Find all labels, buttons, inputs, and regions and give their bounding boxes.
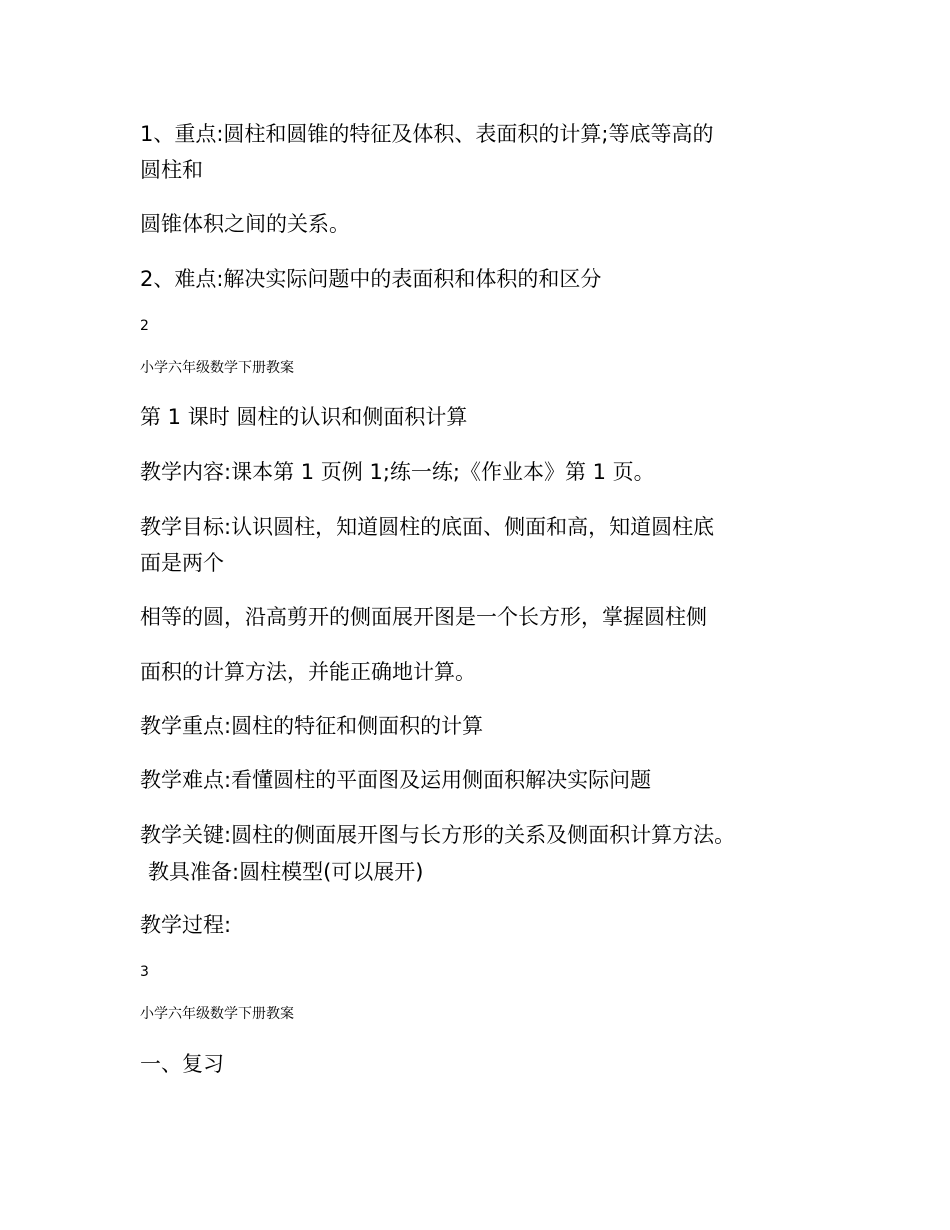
page-number: 2 <box>140 318 149 334</box>
teaching-goal-continued: 相等的圆，沿高剪开的侧面展开图是一个长方形，掌握圆柱侧 <box>140 605 707 629</box>
page-header: 小学六年级数学下册教案 <box>140 360 294 376</box>
teaching-goal: 教学目标:认识圆柱，知道圆柱的底面、侧面和高，知道圆柱底 <box>140 515 715 539</box>
teaching-key-point: 教学重点:圆柱的特征和侧面积的计算 <box>140 714 484 738</box>
key-points-line-continued: 圆柱和 <box>140 158 203 182</box>
page-header: 小学六年级数学下册教案 <box>140 1006 294 1022</box>
teaching-key: 教学关键:圆柱的侧面展开图与长方形的关系及侧面积计算方法。 <box>140 823 736 847</box>
key-points-line-end: 圆锥体积之间的关系。 <box>140 212 350 236</box>
teaching-goal-continued: 面是两个 <box>140 551 224 575</box>
lesson-title: 第 1 课时 圆柱的认识和侧面积计算 <box>140 405 468 429</box>
teaching-goal-end: 面积的计算方法，并能正确地计算。 <box>140 660 476 684</box>
difficulty-line: 2、难点:解决实际问题中的表面积和体积的和区分 <box>140 267 602 291</box>
teaching-process: 教学过程: <box>140 913 232 937</box>
teaching-content: 教学内容:课本第 1 页例 1;练一练;《作业本》第 1 页。 <box>140 460 655 484</box>
section-review-heading: 一、复习 <box>140 1052 224 1076</box>
page-number: 3 <box>140 964 149 980</box>
key-points-line: 1、重点:圆柱和圆锥的特征及体积、表面积的计算;等底等高的 <box>140 122 714 146</box>
teaching-aids: 教具准备:圆柱模型(可以展开) <box>148 860 424 884</box>
teaching-difficulty: 教学难点:看懂圆柱的平面图及运用侧面积解决实际问题 <box>140 768 652 792</box>
